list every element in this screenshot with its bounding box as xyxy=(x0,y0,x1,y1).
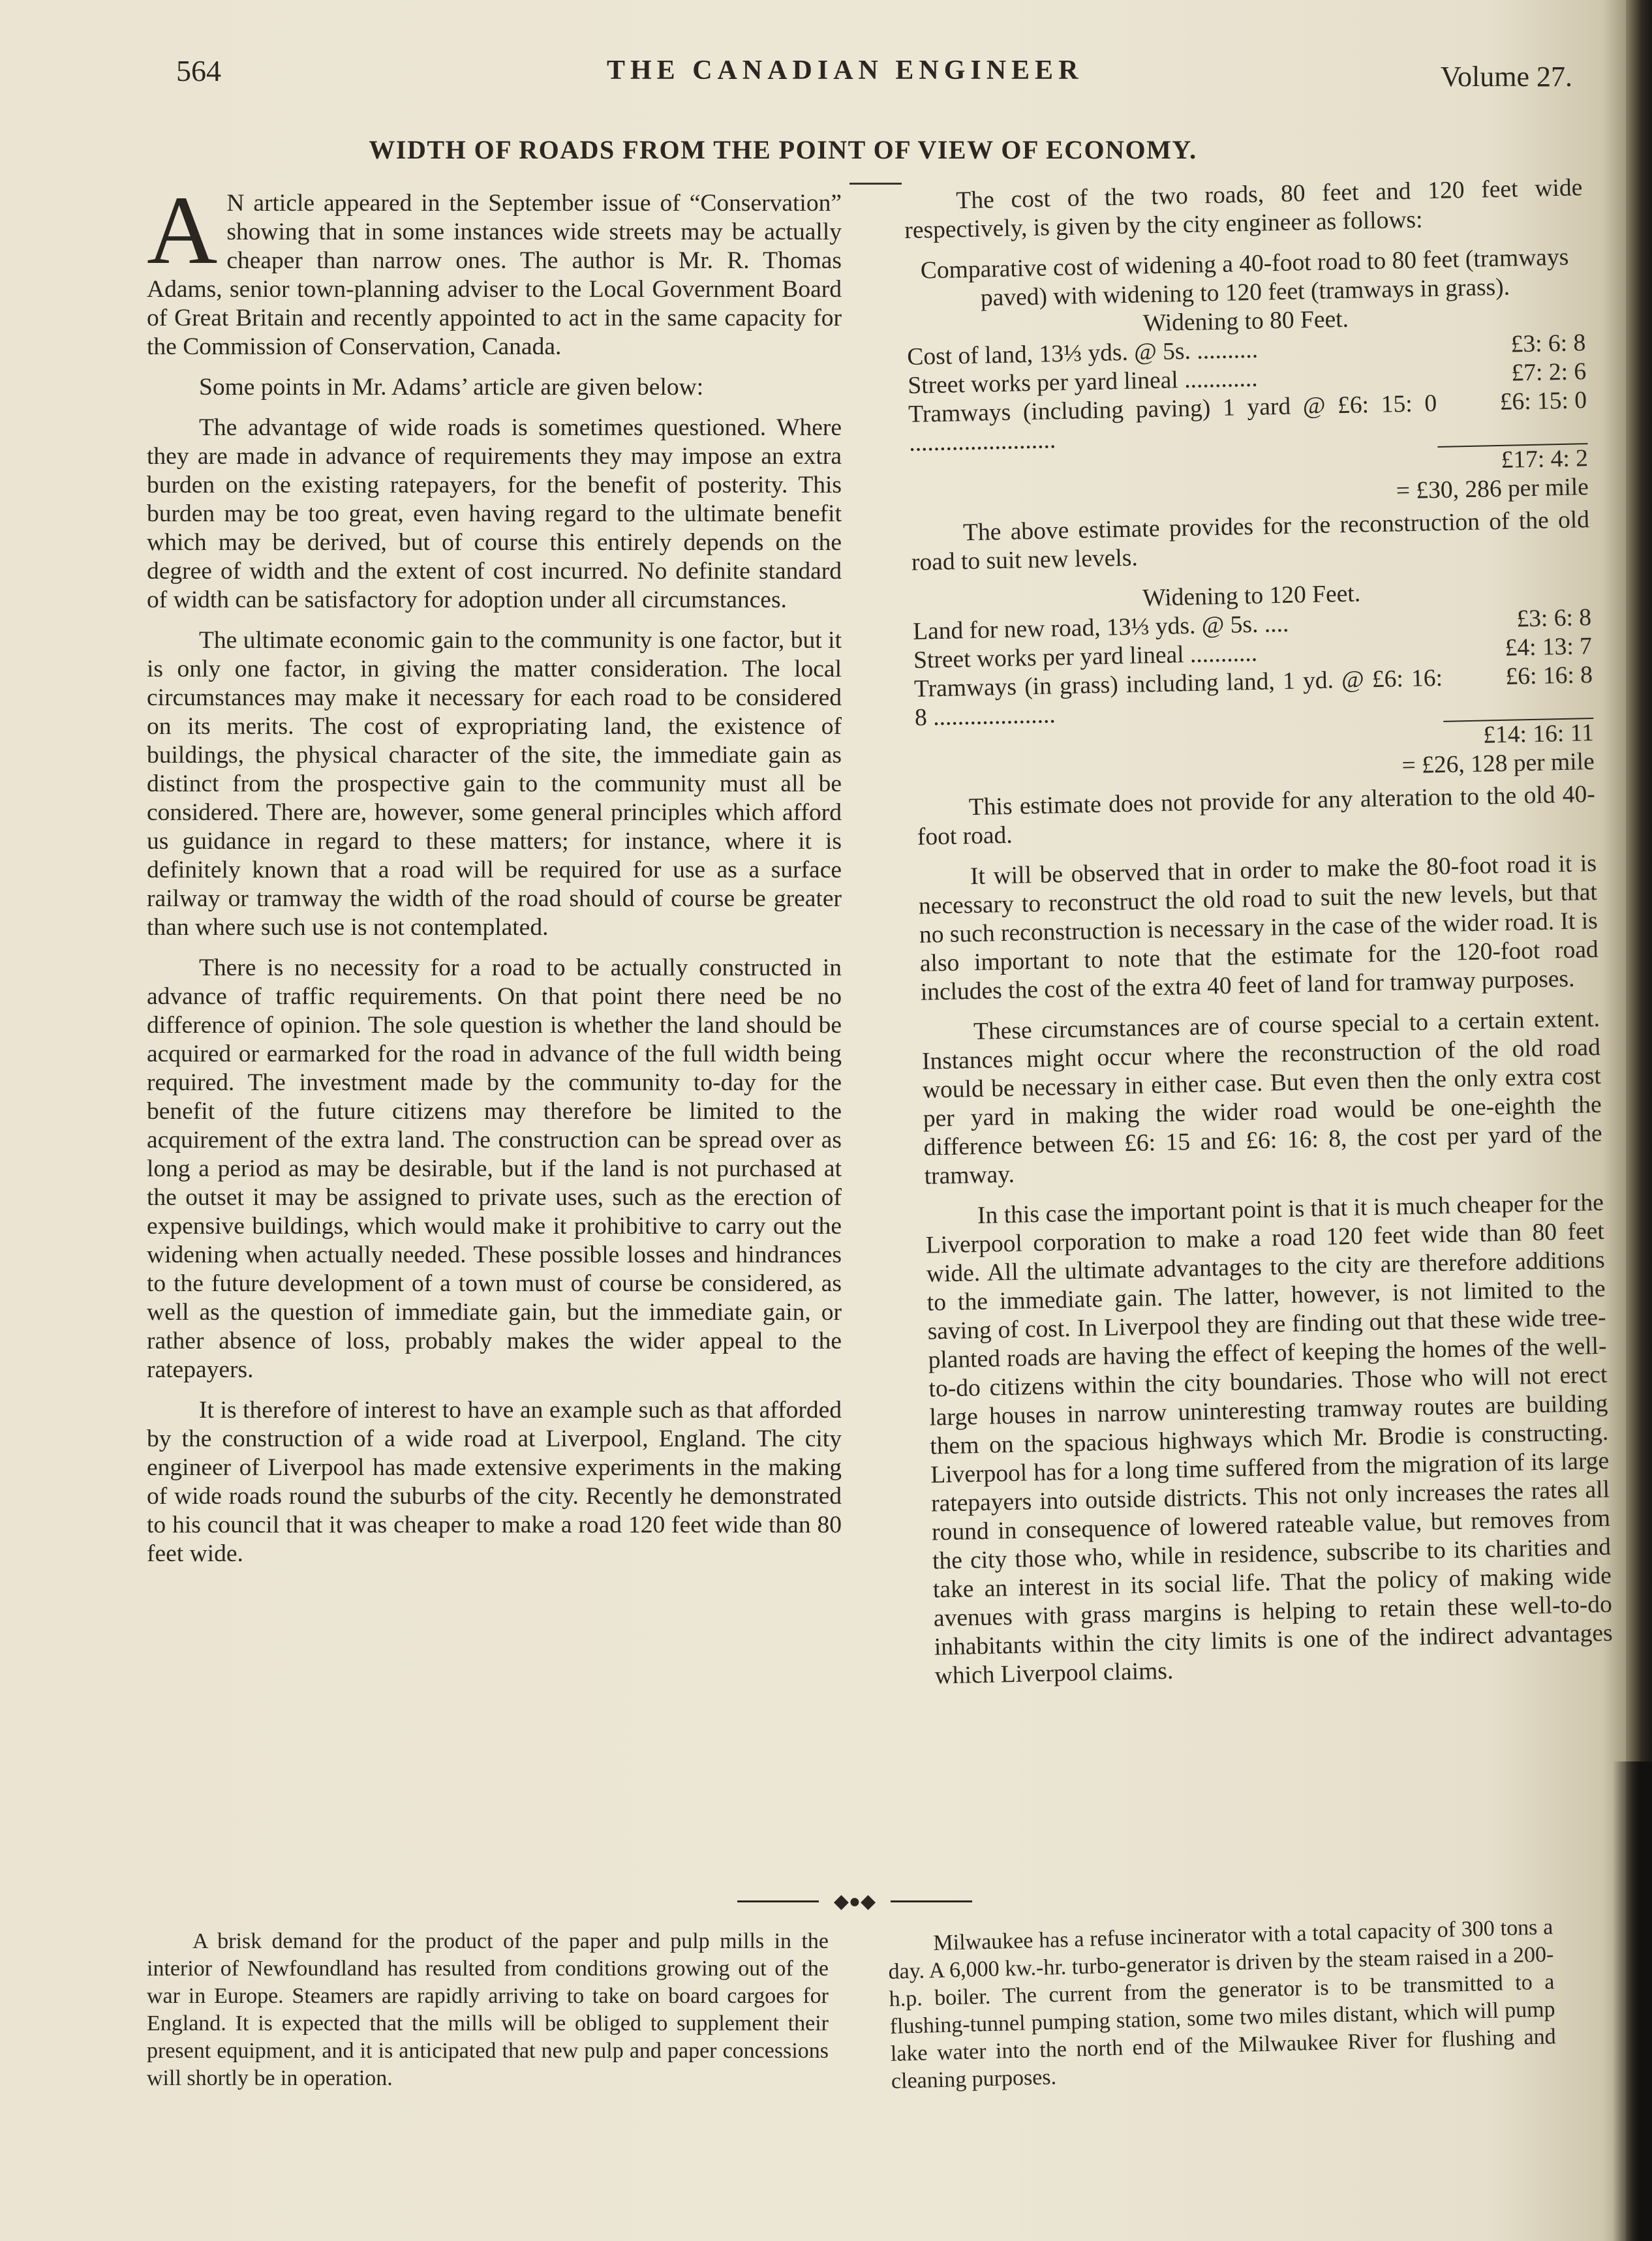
paragraph: The above estimate provides for the reconstruction of the old road to suit new levels. xyxy=(911,506,1590,576)
table-total: £14: 16: 11 xyxy=(1443,718,1594,751)
paragraph: It will be observed that in order to make the 80-foot road it is necessary to reconstruct the old road to suit the new levels, but that no such reconstruction is necessary in the case of the wider road. It is also important to note that the estimate for the 120-foot road includes the cost of the extra 40 feet of land for tramway purposes. xyxy=(918,849,1599,1006)
paragraph: A brisk demand for the product of the paper and pulp mills in the interior of Newfoundland has resulted from conditions growing out of the war in Europe. Steamers are rapidly arriving to take on board cargoes for England. It is expected that the mills will be obliged to supplement their present equipment, and it is anticipated that new pulp and paper concessions will shortly be in operation. xyxy=(147,1929,829,2090)
paragraph: Some points in Mr. Adams’ article are given below: xyxy=(199,374,704,401)
paragraph: This estimate does not provide for any alteration to the old 40-foot road. xyxy=(917,781,1596,851)
left-column xyxy=(147,176,842,1580)
paragraph: A N article appeared in the September issue of “Conservation” showing that in some instances wide streets may be actually cheaper than narrow ones. The author is Mr. R. Thomas Adams, senior town-planning adviser to the Local Government Board of Great Britain and recently appointed to act in the same capacity for the Commission of Conservation, Canada. xyxy=(147,176,842,360)
per-mile-80: = £30, 286 per mile xyxy=(1396,474,1589,505)
running-header xyxy=(176,53,1572,106)
table-cell-item: Tramways (including paving) 1 yard @ £6: 15: 0 ........................ xyxy=(908,389,1437,457)
page-number: 564 xyxy=(176,54,221,87)
volume-label: Volume 27. xyxy=(1440,61,1572,93)
section-divider xyxy=(737,1892,972,1912)
table-heading-80: Widening to 80 Feet. xyxy=(1142,305,1349,337)
comparative-heading: Comparative cost of widening a 40-foot road to 80 feet (tramways paved) with widening to 120 feet (tramways in grass). xyxy=(920,243,1569,312)
milwaukee-item xyxy=(887,1913,1557,2096)
divider-line-right xyxy=(891,1900,972,1902)
table-heading-120: Widening to 120 Feet. xyxy=(1142,580,1361,612)
cost-table-120 xyxy=(913,603,1594,762)
right-column xyxy=(904,174,1614,1702)
table-cell-amount: £3: 6: 8 xyxy=(1516,604,1592,633)
per-mile-120: = £26, 128 per mile xyxy=(1401,748,1595,780)
table-cell-item: Land for new road, 13⅓ yds. @ 5s. .... xyxy=(912,610,1289,645)
cost-table-80 xyxy=(907,329,1588,487)
table-cell-item: Cost of land, 13⅓ yds. @ 5s. .......... xyxy=(907,336,1259,371)
table-cell-amount: £4: 13: 7 xyxy=(1505,633,1593,662)
book-binding-dark-corner xyxy=(1613,1761,1652,2241)
paragraph: It is therefore of interest to have an example such as that afforded by the construction of a wide road at Liverpool, England. The city engineer of Liverpool has made extensive experiments in the making of wide roads round the suburbs of the city. Recently he demonstrated to his council that it was cheaper to make a road 120 feet wide than 80 feet wide. xyxy=(147,1397,842,1567)
paragraph: The cost of the two roads, 80 feet and 120 feet wide respectively, is given by the city engineer as follows: xyxy=(904,174,1583,244)
paragraph: Milwaukee has a refuse incinerator with a total capacity of 300 tons a day. A 6,000 kw.-hr. turbo-generator is driven by the steam raised in a 200-h.p. boiler. The current from the generator is to be transmitted to a flushing-tunnel pumping station, some two miles distant, which will pump lake water into the north end of the Milwaukee River for flushing and cleaning purposes. xyxy=(888,1915,1557,2094)
article-title: WIDTH OF ROADS FROM THE POINT OF VIEW OF ECONOMY. xyxy=(369,135,1197,164)
table-cell-amount: £3: 6: 8 xyxy=(1510,329,1586,358)
table-cell-amount: £7: 2: 6 xyxy=(1511,358,1587,387)
table-cell-item: Street works per yard lineal ............ xyxy=(907,365,1258,399)
newfoundland-item xyxy=(147,1928,829,2092)
table-cell-item: Street works per yard lineal ........... xyxy=(913,639,1258,674)
table-total: £17: 4: 2 xyxy=(1437,444,1588,476)
paragraph: The ultimate economic gain to the community is one factor, but it is only one factor, in giving the matter consideration. The local circumstances may make it necessary for each road to be considered on its merits. The cost of expropriating land, the existence of buildings, the physical character of the site, the immediate gain as distinct from the prospective gain to the community must all be considered. There are, however, some general principles which afford us guidance in regard to these matters; for instance, where it is definitely known that a road will be required for use as a surface railway or tramway the width of the road should of course be greater than where such use is not contemplated. xyxy=(147,627,842,941)
drop-cap: A xyxy=(147,176,218,284)
table-cell-item: Tramways (in grass) including land, 1 yd. @ £6: 16: 8 .................... xyxy=(913,664,1443,731)
journal-title: THE CANADIAN ENGINEER xyxy=(607,55,1084,85)
paragraph: The advantage of wide roads is sometimes questioned. Where they are made in advance of requirements they may impose an extra burden on the existing ratepayers, for the benefit of posterity. This burden may be too great, even having regard to the ultimate benefit which may be derived, but of course this entirely depends on the degree of width and the extent of cost incurred. No definite standard of width can be satisfactory for adoption under all circumstances. xyxy=(147,414,842,613)
table-cell-amount: £6: 16: 8 xyxy=(1505,662,1593,690)
paragraph: In this case the important point is that it is much cheaper for the Liverpool corporation to make a road 120 feet wide than 80 feet wide. All the ultimate advantages to the city are therefore additions to the immediate gain. The latter, however, is not limited to the saving of cost. In Liverpool they are finding out that these wide tree-planted roads are having the effect of keeping the homes of the well-to-do citizens within the city boundaries. Those who will not erect large houses in narrow uninteresting tramway routes are building them on the spacious highways which Mr. Brodie is constructing. Liverpool has for a long time suffered from the migration of its large ratepayers into outside districts. This not only increases the rates all round in consequence of lowered rateable value, but removes from the city those who, while in residence, subscribe to its charities and take an interest in its social life. That the policy of making wide avenues with grass margins is helping to retain these well-to-do inhabitants within the city limits is one of the indirect advantages which Liverpool claims. xyxy=(925,1189,1614,1690)
title-rule xyxy=(849,183,902,185)
paragraph: There is no necessity for a road to be actually constructed in advance of traffic requirements. On that point there need be no difference of opinion. The sole question is whether the land should be acquired or earmarked for the road in advance of the full width being required. The investment made by the community to-day for the benefit of the future citizens may therefore be limited to the acquirement of the extra land. The construction can be spread over as long a period as may be desirable, but if the land is not purchased at the outset it may be assigned to private uses, such as the erection of expensive buildings, which would make it prohibitive to carry out the widening when actually needed. These possible losses and hindrances to the future development of a town must of course be considered, as well as the question of immediate gain, but the immediate gain, or rather absence of loss, probably makes the wider appeal to the ratepayers. xyxy=(147,954,842,1383)
table-cell-amount: £6: 15: 0 xyxy=(1499,387,1587,416)
paragraph: These circumstances are of course special to a certain extent. Instances might occur where the reconstruction of the old road would be necessary in either case. But even then the only extra cost per yard in making the wider road would be one-eighth the difference between £6: 15 and £6: 16: 8, the cost per yard of the tramway. xyxy=(921,1005,1603,1190)
divider-ornament: ◆●◆ xyxy=(833,1891,876,1912)
divider-line-left xyxy=(737,1900,819,1902)
